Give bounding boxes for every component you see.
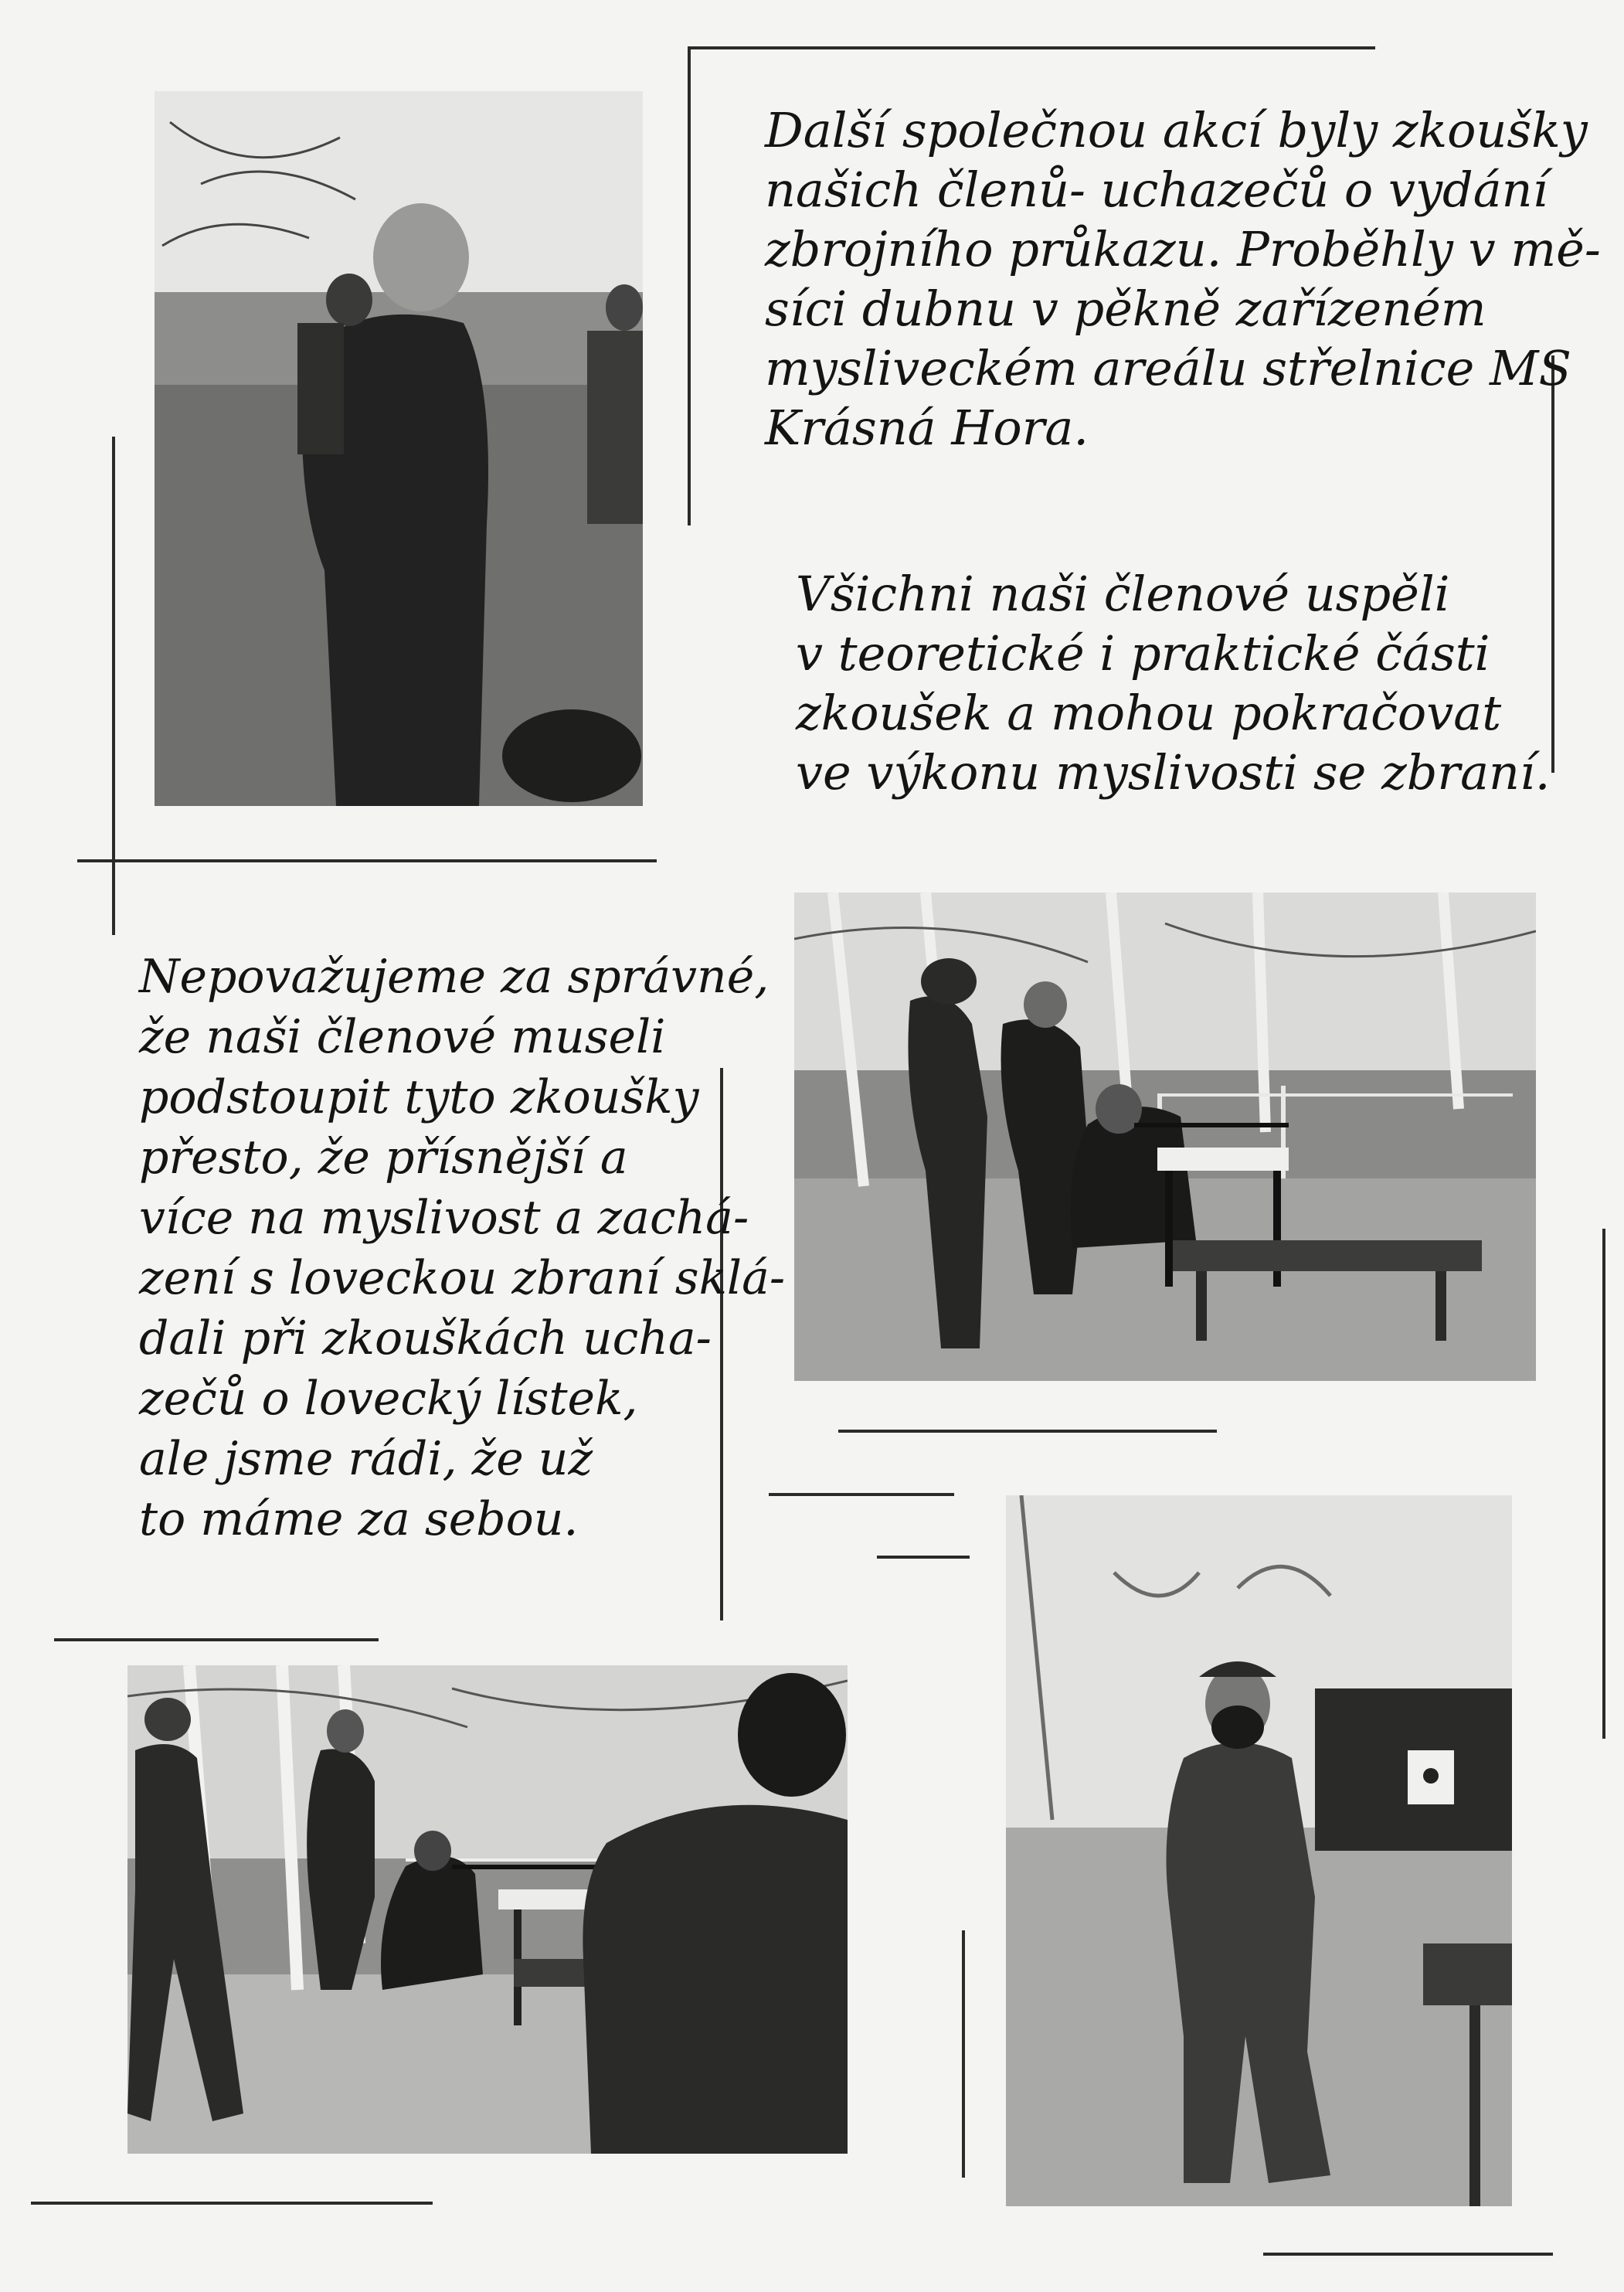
frame-rule (31, 2202, 433, 2205)
text-line: našich členů- uchazečů o vydání (765, 162, 1548, 218)
text-left (139, 947, 785, 1549)
frame-rule (838, 1430, 1217, 1433)
text-line: ale jsme rádi, že už (139, 1432, 593, 1486)
frame-rule (688, 46, 691, 525)
text-line: více na myslivost a zachá- (139, 1191, 749, 1245)
text-line: že naši členové museli (139, 1010, 666, 1064)
text-line: to máme za sebou. (139, 1492, 579, 1546)
text-line: podstoupit tyto zkoušky (139, 1070, 699, 1124)
frame-rule (54, 1638, 379, 1641)
text-line: zkoušek a mohou pokračovat (796, 685, 1502, 741)
text-line: dali při zkouškách ucha- (139, 1311, 712, 1365)
text-line: Všichni naši členové uspěli (796, 566, 1450, 622)
frame-rule (1602, 1229, 1605, 1739)
text-line: Krásná Hora. (765, 400, 1089, 456)
text-line: zení s loveckou zbraní sklá- (139, 1251, 786, 1305)
text-line: zbrojního průkazu. Proběhly v mě- (765, 221, 1601, 277)
text-line: zečů o lovecký lístek, (139, 1372, 638, 1426)
text-line: síci dubnu v pěkně zařízeném (765, 281, 1486, 337)
frame-rule (688, 46, 1375, 49)
frame-rule (1263, 2253, 1553, 2256)
photo-bottom-right (1006, 1495, 1512, 2206)
frame-rule (877, 1556, 970, 1559)
text-middle-right (796, 564, 1551, 802)
text-line: ve výkonu myslivosti se zbraní. (796, 744, 1551, 801)
text-line: Nepovažujeme za správné, (139, 950, 770, 1004)
photo-top-left (155, 91, 643, 806)
text-top-right (765, 100, 1601, 457)
photo-bottom-left (127, 1665, 848, 2154)
text-line: přesto, že přísnější a (139, 1131, 628, 1185)
photo-middle-right (794, 893, 1536, 1381)
frame-rule (769, 1493, 954, 1496)
text-line: mysliveckém areálu střelnice MS (765, 340, 1571, 396)
text-line: Další společnou akcí byly zkoušky (765, 102, 1588, 158)
frame-rule (962, 1930, 965, 2178)
text-line: v teoretické i praktické části (796, 625, 1490, 682)
frame-rule (77, 859, 657, 862)
